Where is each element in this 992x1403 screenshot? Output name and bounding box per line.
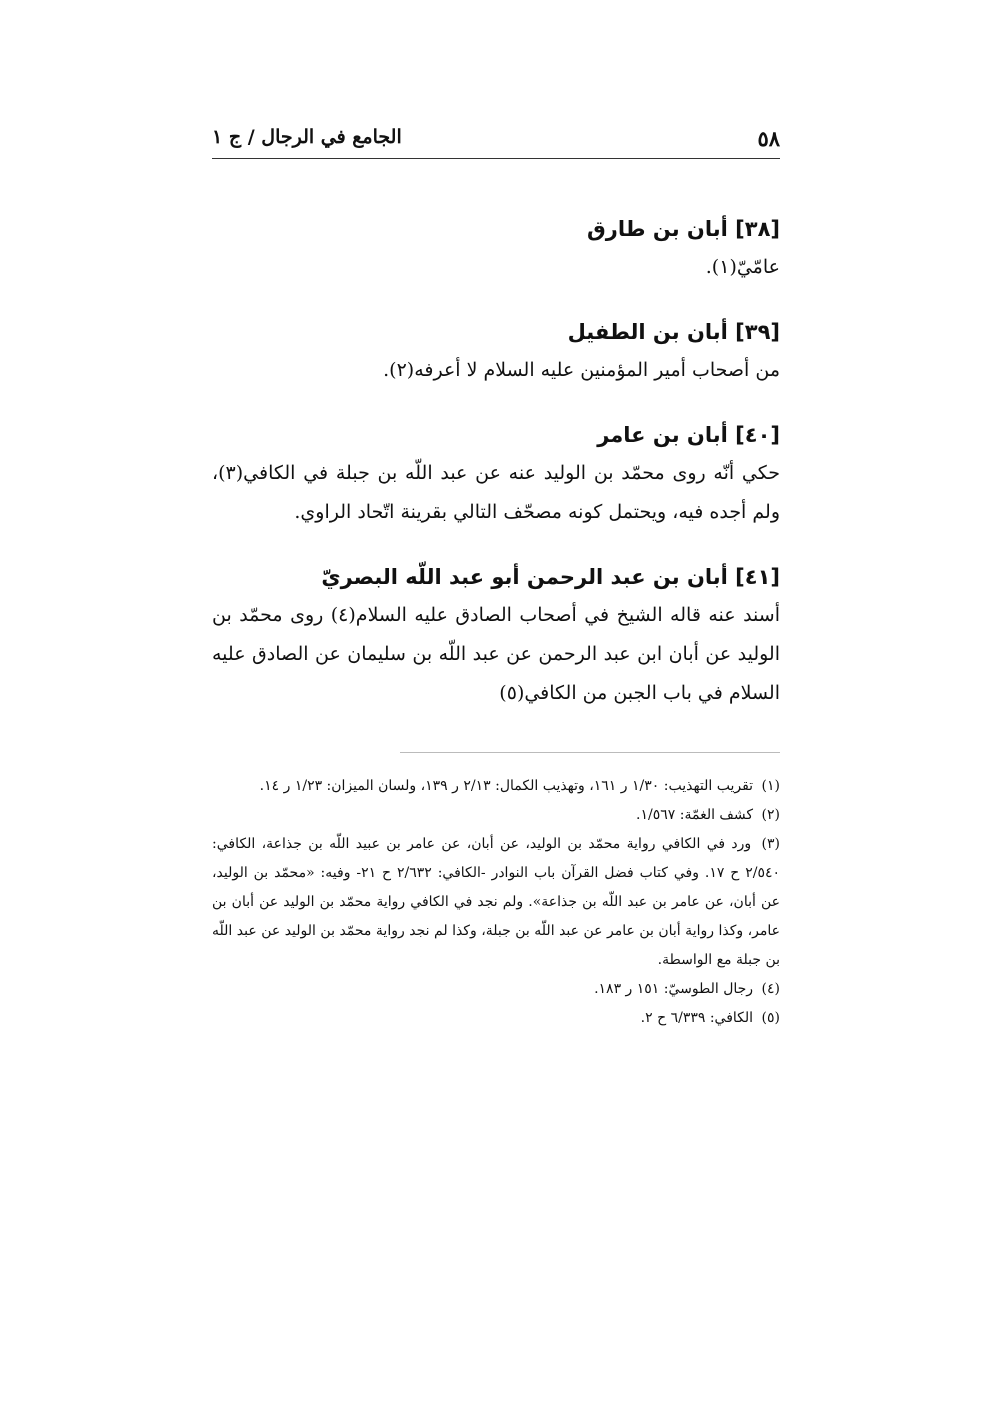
footnote-number: (٤) <box>761 981 780 997</box>
running-header <box>212 124 780 159</box>
footnote <box>212 975 780 1004</box>
entry <box>212 210 780 287</box>
entry <box>212 416 780 532</box>
footnote-text: ورد في الكافي رواية محمّد بن الوليد، عن أبان، عن عامر بن عبيد اللّه بن جذاعة، الكافي: ٢/٥٤٠ ح ١٧. وفي كتاب فضل القرآن باب النوادر -الكافي: ٢/٦٣٢ ح ٢١- وفيه: «محمّد بن الوليد، عن أبان، عن عامر بن عبد اللّه بن جذاعة». ولم نجد في الكافي رواية محمّد بن الوليد عن أبان بن عامر، وكذا رواية أبان بن عامر عن عبد اللّه بن جبلة، وكذا لم نجد رواية محمّد بن الوليد عن عبد اللّه بن جبلة مع الواسطة. <box>212 836 781 968</box>
entry-body: حكي أنّه روى محمّد بن الوليد عنه عن عبد اللّه بن جبلة في الكافي(٣)، ولم أجده فيه، ويحتمل كونه مصحّف التالي بقرينة اتّحاد الراوي. <box>212 462 780 523</box>
footnote-text: كشف الغمّة: ١/٥٦٧. <box>636 807 754 823</box>
book-title: الجامع في الرجال / ج ١ <box>212 126 402 148</box>
footnote-divider <box>400 752 780 753</box>
footnote-number: (٥) <box>761 1010 780 1026</box>
footnote-number: (٣) <box>761 836 780 852</box>
entries-list <box>212 210 780 739</box>
footnote <box>212 772 780 801</box>
footnote <box>212 830 780 975</box>
footnote-text: الكافي: ٦/٣٣٩ ح ٢. <box>640 1010 754 1026</box>
footnote <box>212 1004 780 1033</box>
entry-heading: [٣٩] أبان بن الطفيل <box>567 320 780 344</box>
entry-heading: [٣٨] أبان بن طارق <box>587 217 780 241</box>
footnote <box>212 801 780 830</box>
page-number: ٥٨ <box>757 126 780 151</box>
entry-body: أسند عنه قاله الشيخ في أصحاب الصادق عليه السلام(٤) روى محمّد بن الوليد عن أبان ابن عبد الرحمن عن عبد اللّه بن سليمان عن الصادق عليه السلام في باب الجبن من الكافي(٥) <box>212 604 780 704</box>
entry-body: من أصحاب أمير المؤمنين عليه السلام لا أعرفه(٢). <box>383 359 780 381</box>
footnote-number: (١) <box>761 778 780 794</box>
entry-heading: [٤٠] أبان بن عامر <box>597 423 780 447</box>
footnote-text: رجال الطوسيّ: ١٥١ ر ١٨٣. <box>594 981 754 997</box>
document-page <box>212 0 780 1403</box>
footnote-text: تقريب التهذيب: ١/٣٠ ر ١٦١، وتهذيب الكمال: ٢/١٣ ر ١٣٩، ولسان الميزان: ١/٢٣ ر ١٤. <box>259 778 754 794</box>
footnotes-list <box>212 772 780 1033</box>
entry-body: عامّيّ(١). <box>705 256 780 278</box>
entry <box>212 313 780 390</box>
entry-heading: [٤١] أبان بن عبد الرحمن أبو عبد اللّه البصريّ <box>321 565 780 589</box>
entry <box>212 558 780 713</box>
footnote-number: (٢) <box>761 807 780 823</box>
